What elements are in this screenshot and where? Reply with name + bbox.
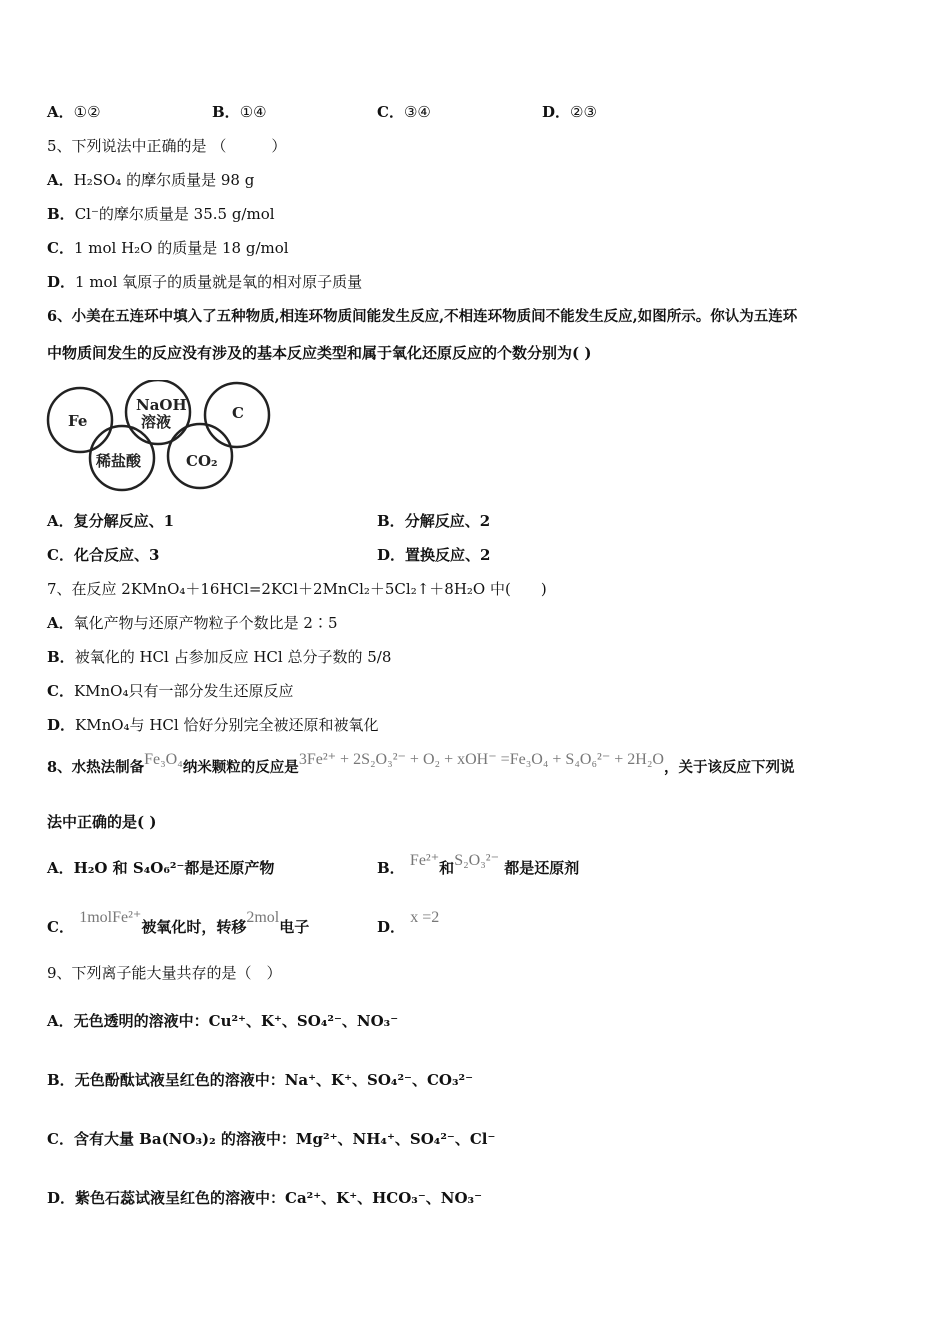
option-text: 含有大量 Ba(NO₃)₂ 的溶液中：Mg²⁺、NH₄⁺、SO₄²⁻、Cl⁻	[73, 1130, 496, 1148]
q5-option-d	[47, 272, 362, 292]
q7-option-d	[47, 715, 378, 735]
option-text: 置换反应、2	[405, 546, 491, 564]
option-text: 无色酚酞试液呈红色的溶液中：Na⁺、K⁺、SO₄²⁻、CO₃²⁻	[74, 1071, 474, 1089]
q7-option-b	[47, 647, 391, 667]
option-letter: A．	[47, 512, 74, 530]
q6-option-d	[377, 545, 490, 565]
q9-option-d	[47, 1188, 482, 1208]
option-formula: 2mol	[246, 909, 280, 926]
option-letter: C．	[47, 239, 74, 257]
option-text: Cl⁻的摩尔质量是 35.5 g/mol	[74, 205, 275, 223]
option-letter: C．	[47, 918, 74, 936]
option-letter: B．	[47, 1071, 75, 1089]
option-formula: 1molFe²⁺	[79, 909, 142, 926]
option-letter: B．	[377, 512, 405, 530]
q6-option-a	[47, 511, 174, 531]
five-rings-diagram	[40, 380, 280, 495]
option-letter: D．	[542, 103, 571, 121]
q7-option-a	[47, 613, 338, 633]
q9-option-c	[47, 1129, 495, 1149]
q4-option-b	[212, 102, 267, 122]
q6-stem-line1: 6、小美在五连环中填入了五种物质,相连环物质间能发生反应,不相连环物质间不能发生反应,如图所示。你认为五连环	[47, 308, 798, 325]
label-naoh: NaOH	[136, 396, 187, 414]
q9-option-b	[47, 1070, 473, 1090]
option-text: ①②	[73, 103, 101, 121]
option-text: H₂O 和 S₄O₆²⁻都是还原产物	[73, 859, 275, 877]
option-text: 1 mol 氧原子的质量就是氧的相对原子质量	[75, 273, 363, 291]
option-text: ②③	[570, 103, 597, 121]
option-text: 1 mol H₂O 的质量是 18 g/mol	[73, 239, 289, 257]
option-letter: A．	[47, 614, 74, 632]
q4-option-c	[377, 102, 431, 122]
option-letter: B．	[212, 103, 240, 121]
option-letter: A．	[47, 859, 74, 877]
option-text: ①④	[239, 103, 267, 121]
option-letter: C．	[47, 546, 74, 564]
q5-stem: 5、下列说法中正确的是 （ ）	[47, 137, 287, 155]
option-letter: D．	[377, 918, 406, 936]
option-text: 紫色石蕊试液呈红色的溶液中：Ca²⁺、K⁺、HCO₃⁻、NO₃⁻	[75, 1189, 483, 1207]
q5-option-a	[47, 170, 254, 190]
q8-stem-line1	[47, 751, 795, 778]
option-text: 被氧化时，转移	[141, 918, 247, 936]
q8-option-b	[377, 852, 580, 879]
q8-option-d	[377, 909, 440, 938]
label-fe: Fe	[68, 412, 88, 430]
option-letter: B．	[377, 859, 405, 877]
option-text: 化合反应、3	[73, 546, 160, 564]
option-text: 分解反应、2	[404, 512, 491, 530]
option-letter: C．	[47, 682, 74, 700]
option-letter: C．	[47, 1130, 74, 1148]
q8-option-a	[47, 858, 274, 878]
option-letter: D．	[47, 1189, 76, 1207]
q5-option-c	[47, 238, 289, 258]
label-c: C	[232, 404, 244, 422]
option-letter: D．	[47, 273, 76, 291]
option-text: 氧化产物与还原产物粒子个数比是 2∶5	[73, 614, 338, 632]
option-letter: A．	[47, 171, 74, 189]
option-text: 复分解反应、1	[73, 512, 175, 530]
q7-stem: 7、在反应 2KMnO₄＋16HCl=2KCl＋2MnCl₂＋5Cl₂↑＋8H₂O 中( )	[47, 580, 547, 598]
option-text: 被氧化的 HCl 占参加反应 HCl 总分子数的 5/8	[74, 648, 392, 666]
option-text: ③④	[403, 103, 431, 121]
option-text: H₂SO₄ 的摩尔质量是 98 g	[73, 171, 255, 189]
option-formula: x =2	[410, 909, 440, 926]
option-letter: B．	[47, 648, 75, 666]
option-formula: S₂O₃²⁻	[454, 852, 500, 869]
q9-option-a	[47, 1011, 398, 1031]
option-text: 电子	[279, 918, 310, 936]
q7-option-c	[47, 681, 294, 701]
option-text: KMnO₄只有一部分发生还原反应	[73, 682, 294, 700]
label-hcl: 稀盐酸	[96, 452, 142, 470]
q6-option-b	[377, 511, 490, 531]
option-text: 和	[439, 859, 455, 877]
option-letter: D．	[47, 716, 76, 734]
q8-stem-text: 8、水热法制备	[47, 759, 145, 776]
q9-stem: 9、下列离子能大量共存的是（ ）	[47, 964, 282, 982]
q6-stem-line2: 中物质间发生的反应没有涉及的基本反应类型和属于氧化还原反应的个数分别为( )	[47, 344, 592, 362]
option-letter: A．	[47, 103, 74, 121]
option-text: 都是还原剂	[499, 859, 580, 877]
option-letter: C．	[377, 103, 404, 121]
option-letter: A．	[47, 1012, 74, 1030]
option-letter: B．	[47, 205, 75, 223]
q8-stem-text: ，关于该反应下列说	[663, 759, 795, 776]
q8-stem-text: 纳米颗粒的反应是	[182, 759, 299, 776]
q4-option-d	[542, 102, 597, 122]
label-co2: CO₂	[186, 452, 218, 470]
q8-option-c	[47, 909, 310, 938]
q8-stem-line2: 法中正确的是( )	[47, 813, 157, 831]
option-text: 无色透明的溶液中：Cu²⁺、K⁺、SO₄²⁻、NO₃⁻	[73, 1012, 399, 1030]
q6-option-c	[47, 545, 159, 565]
q4-option-a	[47, 102, 101, 122]
q8-formula-fe3o4: Fe₃O₄	[144, 751, 183, 768]
q5-option-b	[47, 204, 275, 224]
option-text: KMnO₄与 HCl 恰好分别完全被还原和被氧化	[75, 716, 379, 734]
option-letter: D．	[377, 546, 406, 564]
option-formula: Fe²⁺	[409, 852, 440, 869]
label-naoh-solution: 溶液	[141, 413, 172, 431]
q8-equation: 3Fe²⁺ + 2S₂O₃²⁻ + O₂ + xOH⁻ =Fe₃O₄ + S₄O₆²⁻ + 2H₂O	[298, 751, 664, 768]
